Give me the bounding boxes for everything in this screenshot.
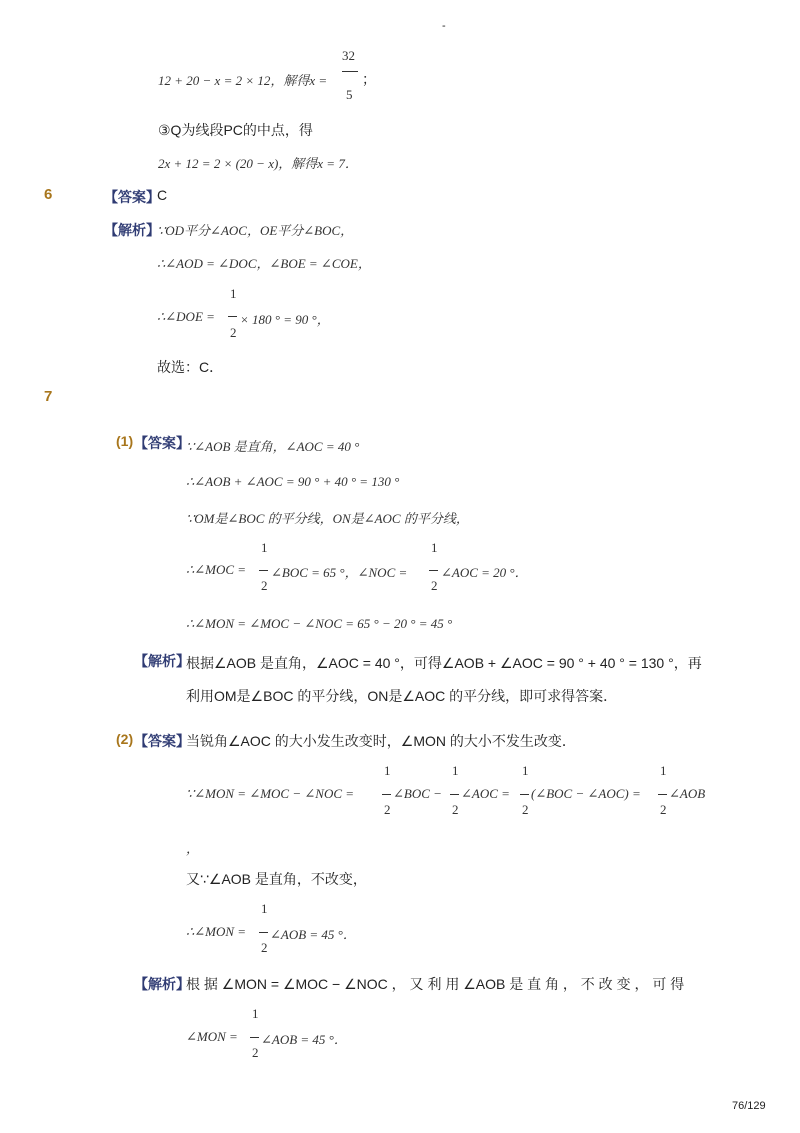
solution-line: (∠BOC − ∠AOC) = (531, 786, 641, 801)
fraction-denominator: 2 (522, 802, 529, 817)
solution-line: ∴∠AOD = ∠DOC，∠BOE = ∠COE， (157, 256, 371, 271)
fraction-denominator: 2 (261, 940, 268, 955)
trailing-comma: ， (186, 841, 200, 856)
part-label: (2) (116, 731, 134, 747)
analysis-text: ∠AOB = 45 °． (261, 1032, 347, 1047)
fraction-bar (259, 570, 268, 571)
question-number: 7 (44, 388, 53, 405)
fraction-bar (342, 71, 358, 72)
solution-line: ∵∠AOB 是直角，∠AOC = 40 ° (186, 439, 360, 454)
fraction-numerator: 1 (431, 540, 438, 555)
fraction-numerator: 1 (660, 763, 667, 778)
analysis-text: ∠MON = (186, 1029, 238, 1044)
fraction-numerator: 1 (261, 540, 268, 555)
equation-line: 12 + 20 − x = 2 × 12，解得x = (158, 73, 328, 88)
solution-line: ∠AOC = 20 °． (441, 565, 528, 580)
analysis-text: 根据∠AOB 是直角，∠AOC = 40 °，可得∠AOB + ∠AOC = 90 ° + 40 ° = 130 °，再 (186, 655, 702, 671)
solution-line: ∵OM是∠BOC 的平分线，ON是∠AOC 的平分线， (186, 511, 469, 526)
solution-line: ∠BOC = 65 °，∠NOC = (271, 565, 408, 580)
analysis-tag: 【解析】 (104, 222, 160, 238)
solution-line: ∴∠MON = (186, 924, 247, 939)
fraction-bar (228, 316, 237, 317)
solution-line: 又∵∠AOB 是直角，不改变， (186, 871, 367, 887)
solution-line: ∠AOC = (461, 786, 510, 801)
header-mark: - (442, 20, 446, 32)
solution-line: ∠AOB = 45 °． (270, 927, 356, 942)
solution-line: ∵∠MON = ∠MOC − ∠NOC = (186, 786, 355, 801)
analysis-tag: 【解析】 (134, 653, 190, 669)
fraction-bar (382, 794, 391, 795)
question-number: 6 (44, 186, 53, 203)
fraction-denominator: 2 (384, 802, 391, 817)
fraction-bar (520, 794, 529, 795)
fraction-bar (429, 570, 438, 571)
fraction-numerator: 32 (342, 48, 355, 63)
fraction-denominator: 2 (431, 578, 438, 593)
page-number: 76/129 (732, 1100, 766, 1112)
equation-end: ； (362, 71, 376, 87)
part-label: (1) (116, 433, 134, 449)
fraction-numerator: 1 (261, 901, 268, 916)
solution-line: ∠AOB (669, 786, 706, 801)
fraction-bar (250, 1037, 259, 1038)
solution-line: ∴∠AOB + ∠AOC = 90 ° + 40 ° = 130 ° (186, 474, 400, 489)
answer-tag: 【答案】 (134, 435, 190, 451)
fraction-numerator: 1 (452, 763, 459, 778)
fraction-denominator: 2 (252, 1045, 259, 1060)
fraction-numerator: 1 (384, 763, 391, 778)
solution-line: ∴∠MOC = (186, 562, 247, 577)
solution-line: ∴∠MON = ∠MOC − ∠NOC = 65 ° − 20 ° = 45 ° (186, 616, 453, 631)
fraction-bar (259, 932, 268, 933)
fraction-denominator: 2 (230, 325, 237, 340)
fraction-bar (658, 794, 667, 795)
case-three-text: ③Q为线段PC的中点，得 (158, 122, 313, 138)
equation-line: 2x + 12 = 2 × (20 − x)，解得x = 7． (158, 156, 358, 171)
fraction-denominator: 2 (660, 802, 667, 817)
analysis-text: 利用OM是∠BOC 的平分线，ON是∠AOC 的平分线，即可求得答案． (186, 688, 618, 704)
fraction-numerator: 1 (230, 286, 237, 301)
solution-line: ∠BOC − (393, 786, 442, 801)
fraction-numerator: 1 (252, 1006, 259, 1021)
fraction-numerator: 1 (522, 763, 529, 778)
solution-line: × 180 ° = 90 °， (240, 312, 330, 327)
analysis-text: 根 据 ∠MON = ∠MOC − ∠NOC ， 又 利 用 ∠AOB 是 直 角 ， 不 改 变 ， 可 得 (186, 976, 685, 992)
fraction-denominator: 2 (452, 802, 459, 817)
answer-tag: 【答案】 (104, 189, 160, 205)
solution-line: 故选：C． (157, 359, 224, 375)
answer-value: C (157, 187, 168, 203)
solution-line: 当锐角∠AOC 的大小发生改变时，∠MON 的大小不发生改变． (186, 733, 576, 749)
fraction-denominator: 5 (346, 87, 353, 102)
answer-tag: 【答案】 (134, 733, 190, 749)
analysis-tag: 【解析】 (134, 976, 190, 992)
solution-line: ∵OD平分∠AOC，OE平分∠BOC， (157, 223, 354, 238)
fraction-denominator: 2 (261, 578, 268, 593)
solution-line: ∴∠DOE = (157, 309, 215, 324)
fraction-bar (450, 794, 459, 795)
